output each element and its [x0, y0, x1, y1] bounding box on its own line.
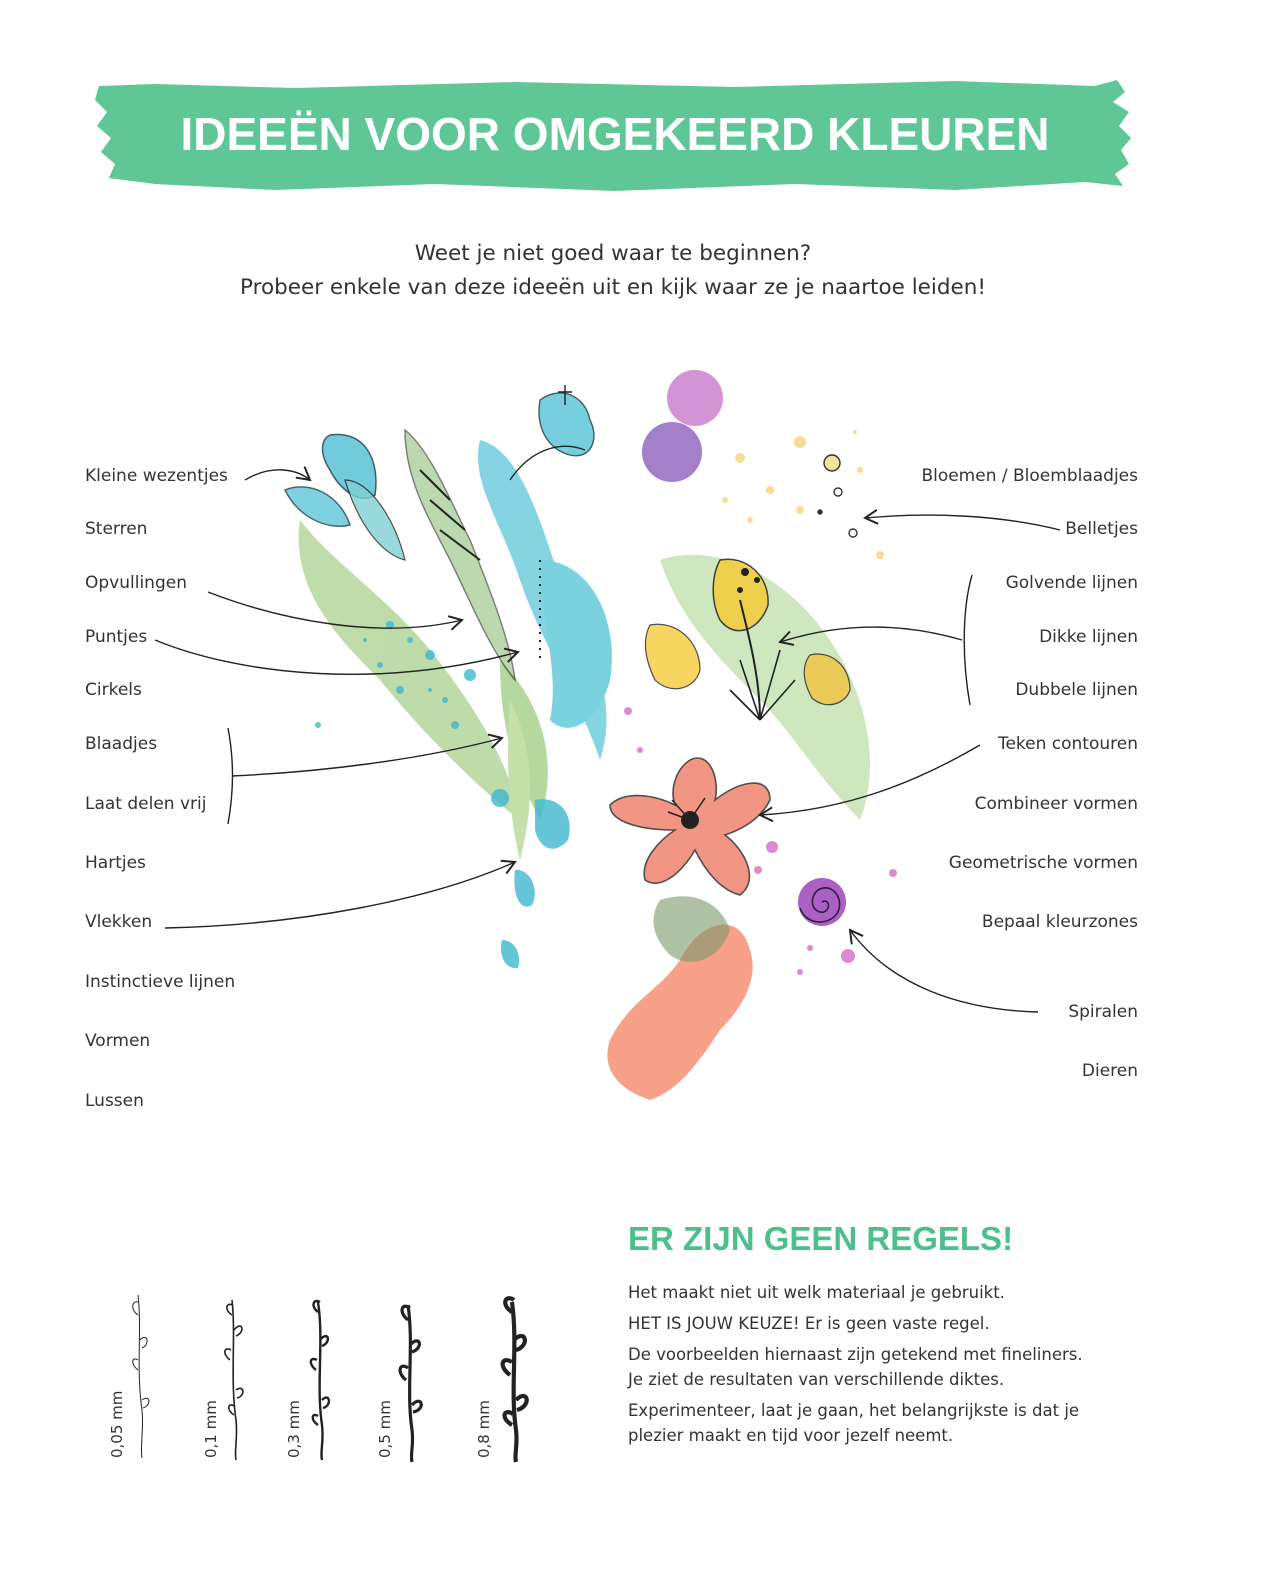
rules-paragraph-3a: De voorbeelden hiernaast zijn getekend met fineliners.	[628, 1345, 1083, 1364]
rules-paragraph-4a: Experimenteer, laat je gaan, het belangrijkste is dat je	[628, 1401, 1080, 1420]
label-bloemen: Bloemen / Bloemblaadjes	[921, 466, 1138, 486]
bubbles	[818, 455, 857, 537]
label-cirkels: Cirkels	[85, 680, 142, 700]
label-dikke-lijnen: Dikke lijnen	[1039, 627, 1138, 647]
label-dubbele-lijnen: Dubbele lijnen	[1015, 680, 1138, 700]
page-title: IDEEËN VOOR OMGEKEERD KLEUREN	[180, 108, 1050, 160]
label-kleine-wezentjes: Kleine wezentjes	[85, 466, 228, 486]
intro-line-2: Probeer enkele van deze ideeën uit en kijk waar ze je naartoe leiden!	[239, 275, 986, 300]
rules-paragraph-4b: plezier maakt en tijd voor jezelf neemt.	[628, 1426, 954, 1445]
label-vormen: Vormen	[85, 1031, 151, 1051]
rules-paragraph-1: Het maakt niet uit welk materiaal je gebruikt.	[628, 1283, 1005, 1302]
label-sterren: Sterren	[85, 519, 148, 539]
label-laat-delen-vrij: Laat delen vrij	[85, 794, 207, 814]
pen-sprig-005	[133, 1295, 149, 1458]
pen-label-03: 0,3 mm	[285, 1400, 303, 1458]
label-instinctieve-lijnen: Instinctieve lijnen	[85, 972, 236, 992]
rules-paragraph-3b: Je ziet de resultaten van verschillende diktes.	[628, 1370, 1005, 1389]
pen-sprig-05	[400, 1305, 421, 1462]
rules-paragraph-2: HET IS JOUW KEUZE! Er is geen vaste regel.	[628, 1314, 990, 1333]
pen-label-005: 0,05 mm	[108, 1390, 126, 1458]
lower-flowers	[607, 758, 770, 1100]
pen-sprig-08	[503, 1298, 527, 1462]
label-vlekken: Vlekken	[85, 912, 153, 932]
pen-sprig-03	[311, 1301, 329, 1460]
label-combineer-vormen: Combineer vormen	[974, 794, 1138, 814]
intro-line-1: Weet je niet goed waar te beginnen?	[414, 241, 812, 266]
pen-label-01: 0,1 mm	[202, 1400, 220, 1458]
rules-text	[628, 1280, 1228, 1454]
label-lussen: Lussen	[85, 1091, 144, 1111]
label-teken-contouren: Teken contouren	[997, 734, 1138, 754]
purple-circles	[642, 370, 723, 482]
spiral	[798, 878, 846, 926]
label-hartjes: Hartjes	[85, 853, 146, 873]
pen-sprig-01	[225, 1300, 243, 1460]
yellow-dots	[722, 430, 884, 559]
label-puntjes: Puntjes	[85, 627, 148, 647]
pen-label-08: 0,8 mm	[475, 1400, 493, 1458]
label-golvende-lijnen: Golvende lijnen	[1005, 573, 1138, 593]
label-dieren: Dieren	[1081, 1061, 1138, 1081]
rules-heading: ER ZIJN GEEN REGELS!	[628, 1220, 1014, 1257]
label-geometrische-vormen: Geometrische vormen	[948, 853, 1138, 873]
label-blaadjes: Blaadjes	[85, 734, 158, 754]
label-opvullingen: Opvullingen	[85, 573, 187, 593]
label-belletjes: Belletjes	[1065, 519, 1138, 539]
label-spiralen: Spiralen	[1068, 1002, 1138, 1022]
left-plant-wash	[299, 440, 612, 860]
label-bepaal-kleurzones: Bepaal kleurzones	[981, 912, 1138, 932]
pen-label-05: 0,5 mm	[376, 1400, 394, 1458]
